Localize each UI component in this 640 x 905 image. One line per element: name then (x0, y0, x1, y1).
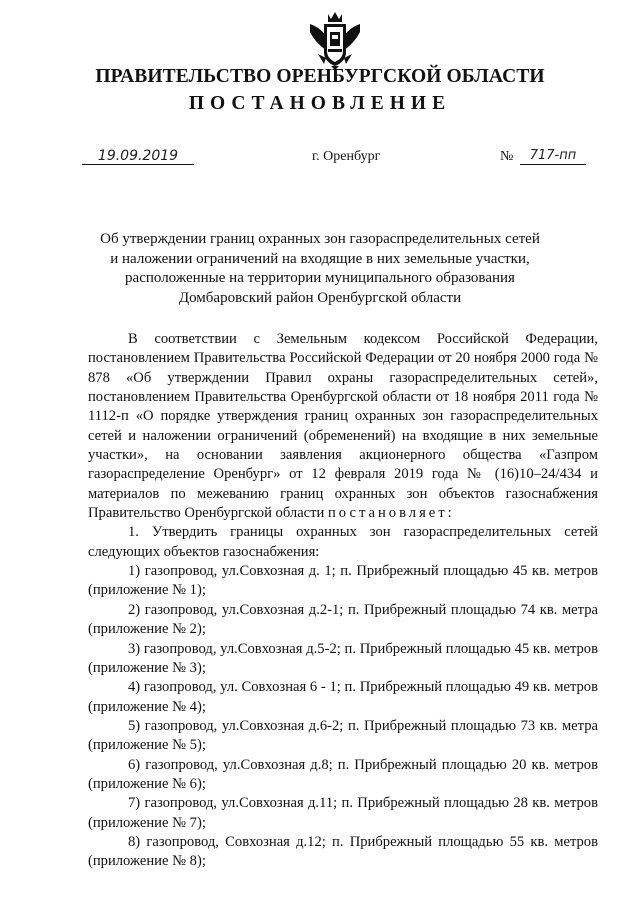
document-number-label: № (500, 149, 514, 164)
list-item: 7) газопровод, ул.Совхозная д.11; п. Прибрежный площадью 28 кв. метров (приложение № 7); (88, 795, 598, 831)
list-item: 8) газопровод, Совхозная д.12; п. Прибрежный площадью 55 кв. метров (приложение № 8); (88, 833, 598, 870)
document-city: г. Оренбург (312, 149, 381, 164)
government-name: ПРАВИТЕЛЬСТВО ОРЕНБУРГСКОЙ ОБЛАСТИ (95, 66, 545, 87)
coat-of-arms-icon (306, 10, 364, 70)
document-subject: Об утверждении границ охранных зон газораспределительных сетей и наложении ограничений на входящие в них земельные участки, расположенные на территории муниципального образования Домбаровский район Оренбургской области (100, 231, 540, 306)
list-item: 6) газопровод, ул.Совхозная д.8; п. Прибрежный площадью 20 кв. метров (приложение № 6); (88, 756, 598, 792)
list-item: 3) газопровод, ул.Совхозная д.5-2; п. Прибрежный площадью 45 кв. метров (приложение № 3); (88, 640, 598, 676)
list-item: 1) газопровод, ул.Совхозная д. 1; п. Прибрежный площадью 45 кв. метров (приложение № 1); (88, 563, 598, 599)
document-body (88, 330, 598, 872)
preamble-paragraph (88, 330, 598, 523)
list-item: 4) газопровод, ул. Совхозная 6 - 1; п. Прибрежный площадью 49 кв. метров (приложение № 4); (88, 679, 598, 715)
document-type: ПОСТАНОВЛЕНИЕ (188, 93, 452, 114)
document-date: 19.09.2019 (82, 148, 194, 165)
list-item: 2) газопровод, ул.Совхозная д.2-1; п. Прибрежный площадью 74 кв. метра (приложение № 2); (88, 601, 598, 638)
list-item: 5) газопровод, ул.Совхозная д.6-2; п. Прибрежный площадью 73 кв. метра (приложение № 5); (88, 717, 598, 754)
preamble-text: В соответствии с Земельным кодексом Российской Федерации, постановлением Правительства Российской Федерации от 20 ноября 2000 года № 878 «Об утверждении Правил охраны газораспределительных сетей», постановлением Правительства Оренбургской области от 18 ноября 2011 года № 1112-п «О порядке утверждения границ охранных зон газораспределительных сетей и наложении ограничений (обременений) на входящие в них земельные участки», на основании заявления акционерного общества «Газпром газораспределение Оренбург» от 12 февраля 2019 года № (16)10–24/434 и материалов по межеванию границ охранных зон объектов газоснабжения Правительство Оренбургской области (88, 331, 598, 522)
decree-word: постановляет: (328, 505, 455, 522)
document-number: 717-пп (520, 148, 586, 165)
list-item: 1. Утвердить границы охранных зон газораспределительных сетей следующих объектов газоснабжения: (88, 524, 598, 560)
